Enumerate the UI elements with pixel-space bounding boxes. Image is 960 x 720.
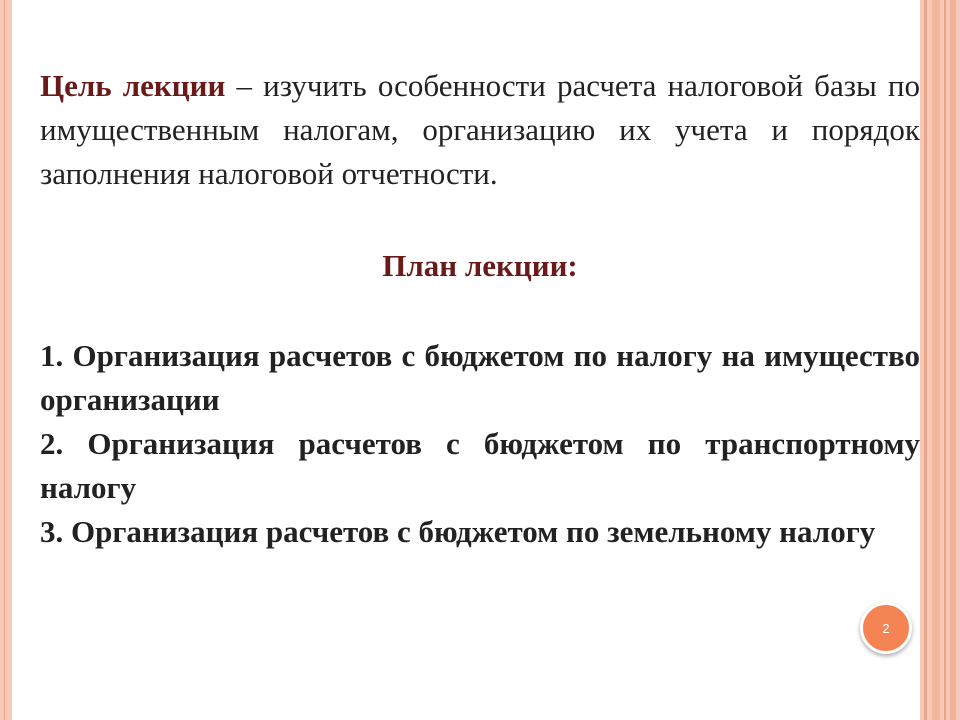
left-frame-border [0,0,12,720]
plan-item: 1. Организация расчетов с бюджетом по налогу на имущество организации [40,338,920,417]
right-frame-border [920,0,960,720]
plan-item: 2. Организация расчетов с бюджетом по транспортному налогу [40,426,920,505]
plan-list [40,334,920,554]
page-number-badge: 2 [860,602,912,654]
lecture-goal-title: Цель лекции [40,68,226,103]
lecture-goal-text: – изучить особенности расчета налоговой базы по имущественным налогам, организацию их учета и порядок заполнения налоговой отчетности. [40,68,920,191]
lecture-goal [40,64,920,196]
slide-content [40,64,920,554]
plan-heading: План лекции: [382,248,578,283]
plan-item: 3. Организация расчетов с бюджетом по земельному налогу [40,514,876,549]
